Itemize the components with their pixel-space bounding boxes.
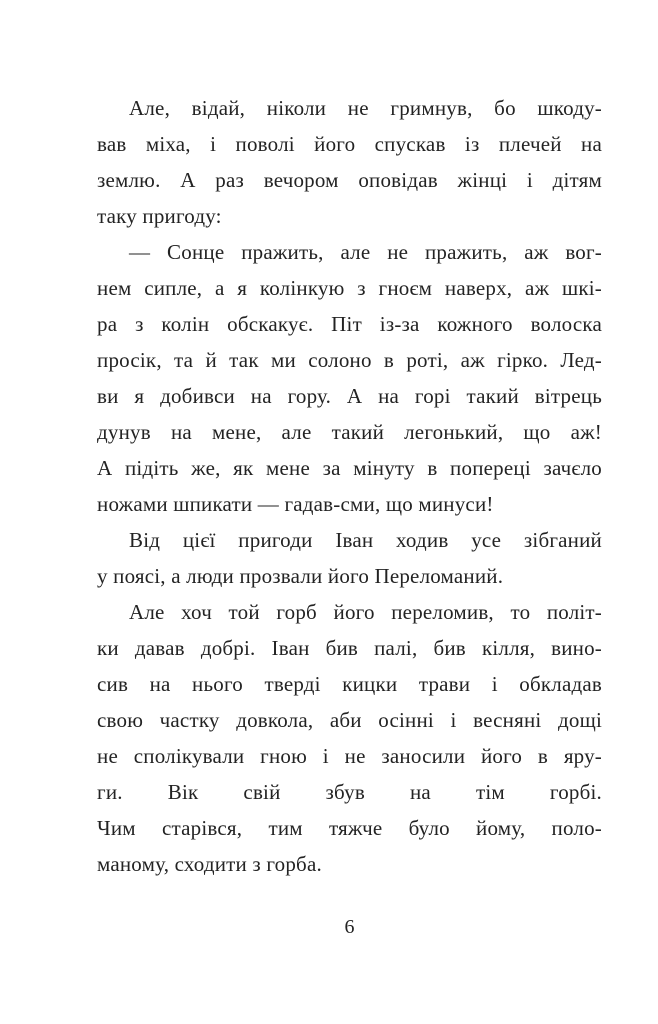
text-line: ножами шпикати — гадав-сми, що минуси!: [97, 492, 494, 516]
text-line: просік, та й так ми солоно в роті, аж гірко. Лед-: [97, 348, 602, 372]
text-line: Але хоч той горб його переломив, то політ-: [129, 600, 602, 624]
text-line: ра з колін обскакує. Піт із-за кожного волоска: [97, 312, 602, 336]
text-line: у поясі, а люди прозвали його Переломаний.: [97, 564, 504, 588]
text-line: дунув на мене, але такий легонький, що аж!: [97, 420, 602, 444]
text-line: Від цієї пригоди Іван ходив усе зібганий: [129, 528, 602, 552]
text-line: ки давав добрі. Іван бив палі, бив кілля, вино-: [97, 636, 602, 660]
text-line: землю. А раз вечором оповідав жінці і дітям: [97, 168, 602, 192]
text-line: ви я добивси на гору. А на горі такий вітрець: [97, 384, 602, 408]
paragraph: [97, 90, 602, 234]
text-line: вав міха, і поволі його спускав із плечей на: [97, 132, 602, 156]
text-line: не сполікували гною і не заносили його в яру-: [97, 744, 602, 768]
text-line: — Сонце пражить, але не пражить, аж вог-: [129, 240, 602, 264]
page-number: 6: [344, 916, 355, 938]
text-line: ги. Вік свій збув на тім горбі.: [97, 780, 602, 804]
text-line: А підіть же, як мене за мінуту в попереці зачєло: [97, 456, 602, 480]
text-line: свою частку довкола, аби осінні і весняні дощі: [97, 708, 602, 732]
text-line: таку пригоду:: [97, 204, 222, 228]
text-line: маному, сходити з горба.: [97, 852, 322, 876]
paragraph: [97, 522, 602, 594]
text-line: Але, відай, ніколи не гримнув, бо шкоду-: [129, 96, 602, 120]
page-text: [97, 90, 602, 882]
paragraph: [97, 234, 602, 522]
text-line: сив на нього тверді кицки трави і обкладав: [97, 672, 602, 696]
paragraph: [97, 594, 602, 882]
text-line: нем сипле, а я колінкую з гноєм наверх, аж шкі-: [97, 276, 602, 300]
text-line: Чим старівся, тим тяжче було йому, поло-: [97, 816, 602, 840]
